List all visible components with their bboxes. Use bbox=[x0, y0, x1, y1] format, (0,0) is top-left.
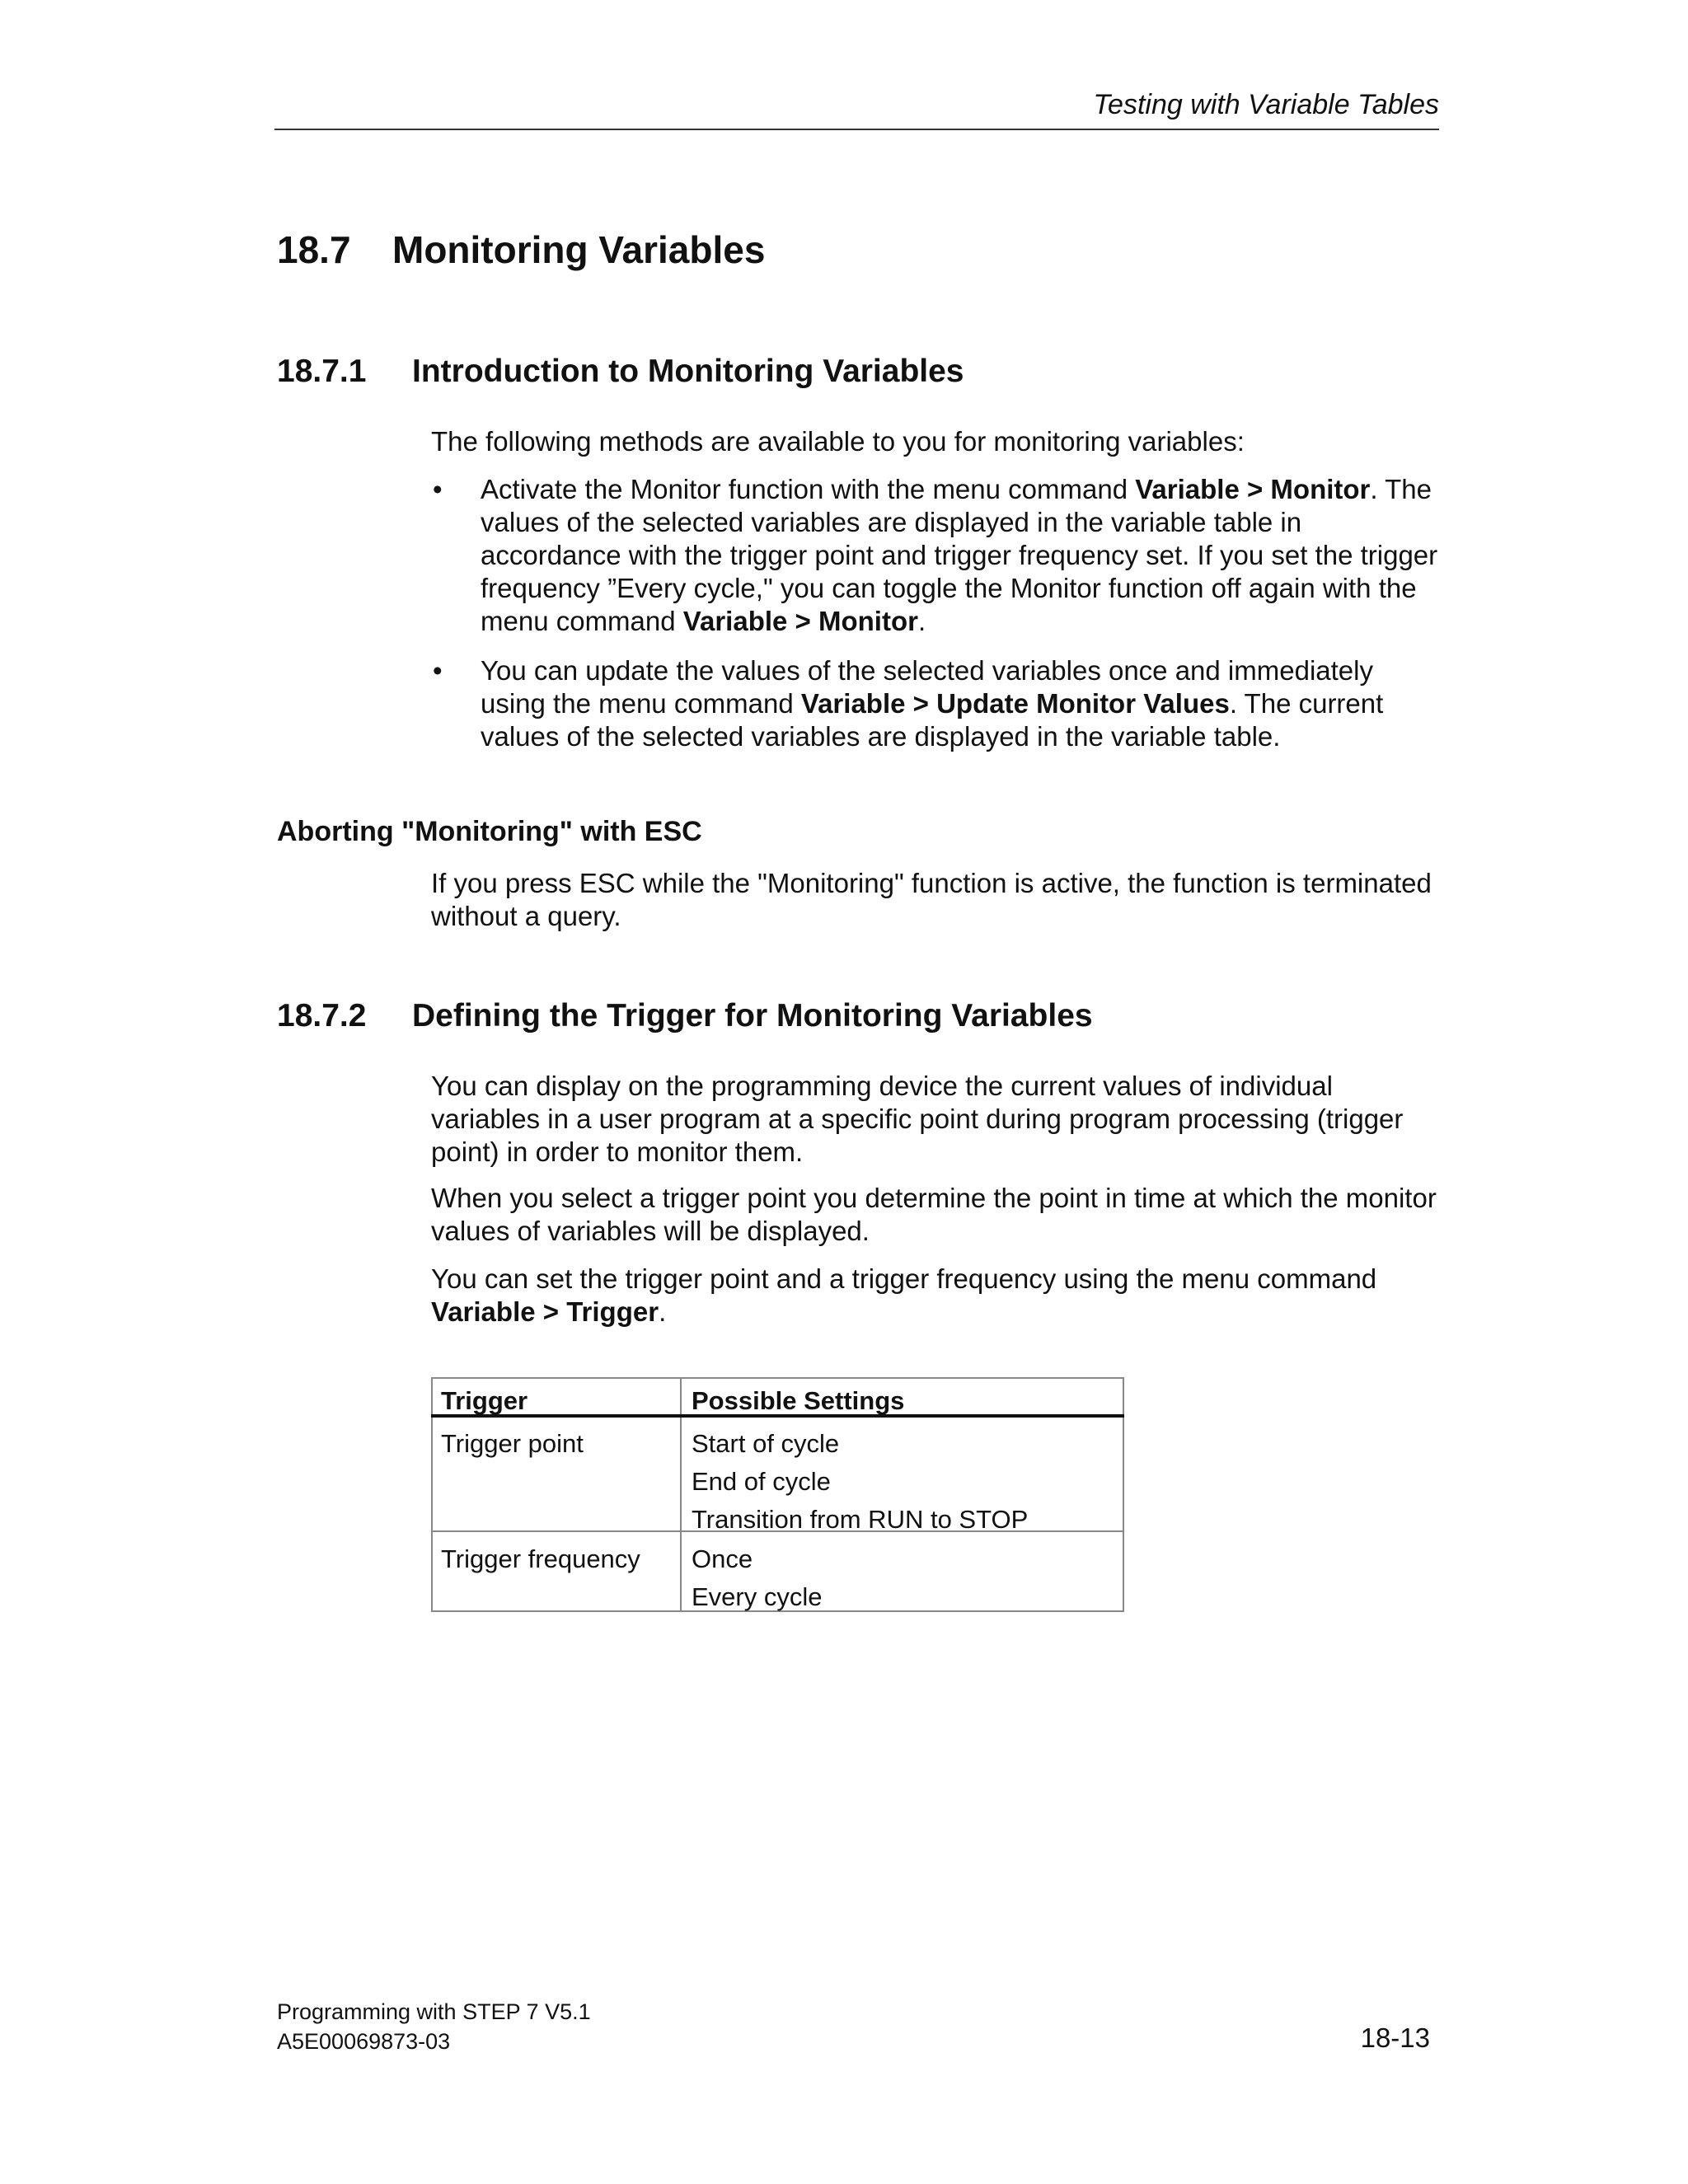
footer-doc-id: A5E00069873-03 bbox=[277, 2029, 451, 2054]
aborting-heading: Aborting "Monitoring" with ESC bbox=[277, 816, 702, 847]
list-item bbox=[431, 654, 1445, 753]
table-cell: Start of cycle bbox=[692, 1429, 840, 1458]
subsection-2-title: Defining the Trigger for Monitoring Variables bbox=[412, 998, 1093, 1033]
list-item bbox=[431, 473, 1445, 638]
table-cell: Once bbox=[692, 1544, 753, 1573]
trigger-paragraph-1: You can display on the programming device the current values of individual variables in a user program at a specific point during program processing (trigger point) in order to monitor them. bbox=[431, 1071, 1404, 1167]
bullet-1-text-c: . bbox=[917, 606, 926, 636]
intro-paragraph: The following methods are available to you for monitoring variables: bbox=[431, 426, 1245, 457]
header-rule bbox=[274, 129, 1439, 130]
section-number: 18.7 bbox=[277, 228, 351, 271]
bullet-icon: • bbox=[433, 655, 443, 686]
table-row-label: Trigger point bbox=[441, 1429, 584, 1458]
bullet-1-command-b: Variable > Monitor bbox=[682, 606, 918, 636]
subsection-1-heading bbox=[277, 354, 964, 390]
trigger-paragraph-3 bbox=[431, 1263, 1445, 1329]
table-cell: Every cycle bbox=[692, 1582, 823, 1611]
table-column-divider bbox=[680, 1377, 682, 1612]
subsection-1-number: 18.7.1 bbox=[277, 354, 367, 389]
subsection-1-title: Introduction to Monitoring Variables bbox=[412, 354, 964, 389]
table-cell: Transition from RUN to STOP bbox=[692, 1505, 1029, 1534]
table-header-settings: Possible Settings bbox=[692, 1386, 905, 1415]
trigger-paragraph-3-text: You can set the trigger point and a trigger frequency using the menu command bbox=[431, 1263, 1377, 1294]
subsection-2-number: 18.7.2 bbox=[277, 998, 367, 1033]
table-row-label: Trigger frequency bbox=[441, 1544, 640, 1573]
section-title: Monitoring Variables bbox=[392, 228, 766, 271]
page-number: 18-13 bbox=[1360, 2022, 1430, 2053]
subsection-2-heading bbox=[277, 998, 1093, 1034]
running-header: Testing with Variable Tables bbox=[1093, 89, 1439, 120]
table-cell: End of cycle bbox=[692, 1467, 831, 1496]
trigger-paragraph-2: When you select a trigger point you determine the point in time at which the monitor values of variables will be displayed. bbox=[431, 1183, 1437, 1246]
table-header-trigger: Trigger bbox=[441, 1386, 528, 1415]
aborting-paragraph: If you press ESC while the "Monitoring" function is active, the function is terminated without a query. bbox=[431, 868, 1432, 931]
bullet-2-text-b: . The current values of the selected variables are displayed in the variable table. bbox=[481, 688, 1384, 752]
bullet-1-command-a: Variable > Monitor bbox=[1135, 474, 1371, 504]
trigger-command: Variable > Trigger bbox=[431, 1296, 659, 1327]
bullet-1-text-b: . The values of the selected variables are displayed in the variable table in accordance with the trigger point and trigger frequency set. If you set the trigger frequency ”Every cycle," you can toggle the Monitor function off again with the menu command bbox=[481, 474, 1438, 636]
bullet-1-text-a: Activate the Monitor function with the menu command bbox=[481, 474, 1136, 504]
bullet-2-command: Variable > Update Monitor Values bbox=[800, 688, 1230, 719]
bullet-icon: • bbox=[433, 474, 443, 504]
methods-list bbox=[431, 473, 1445, 753]
footer-manual-title: Programming with STEP 7 V5.1 bbox=[277, 1999, 591, 2024]
bullet-2-text-a: You can update the values of the selected variables once and immediately using the menu command bbox=[481, 655, 1373, 719]
section-heading bbox=[277, 227, 765, 272]
trigger-paragraph-3-end: . bbox=[659, 1296, 667, 1327]
